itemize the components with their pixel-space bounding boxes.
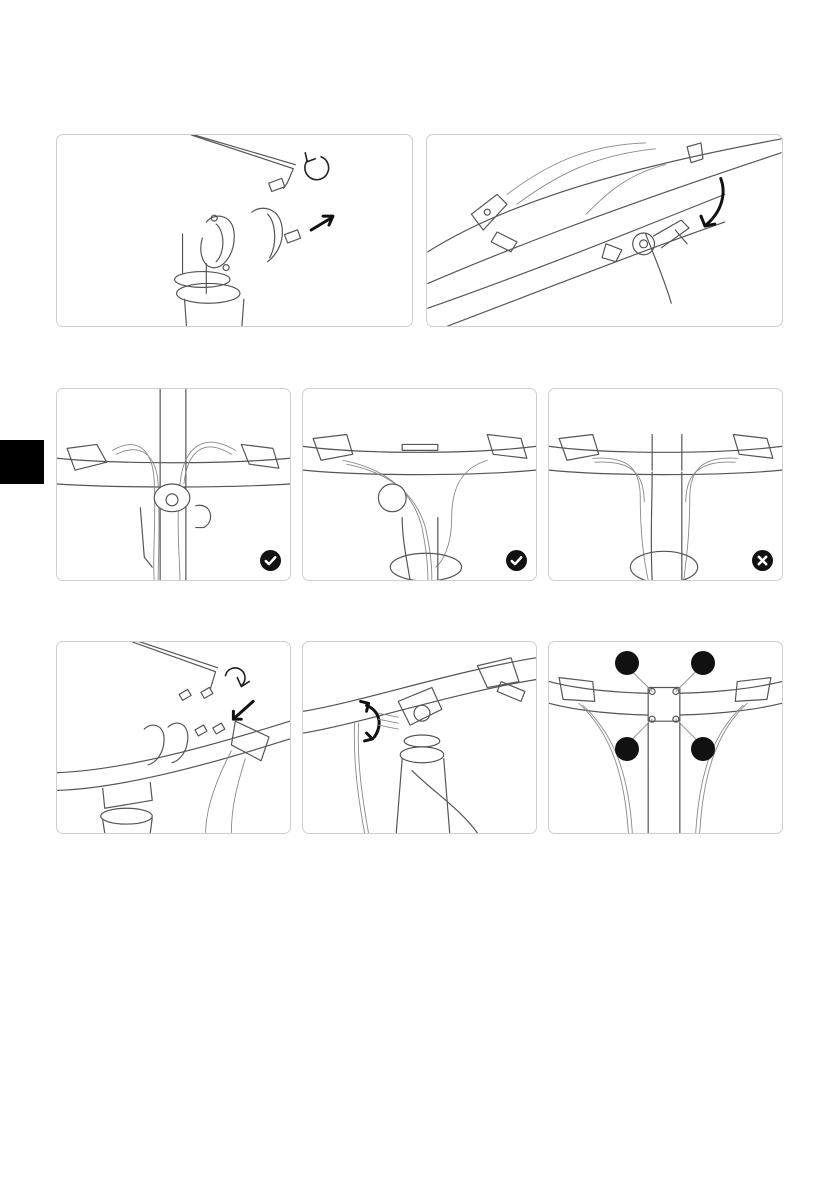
- step-marker-3: [615, 737, 639, 761]
- illustration-routing-correct-a: [56, 388, 291, 581]
- step-marker-4: [691, 737, 715, 761]
- illustration-routing-incorrect: [548, 388, 783, 581]
- section-tab: [0, 440, 44, 484]
- illustration-attach-part: [426, 134, 783, 327]
- cross-circle-icon: [752, 550, 773, 571]
- check-circle-icon: [506, 550, 527, 571]
- illustration-install-faceplate: [56, 641, 291, 834]
- step-marker-2: [691, 651, 715, 675]
- illustration-routing-correct-b: [302, 388, 537, 581]
- illustration-remove-faceplate: [56, 134, 413, 327]
- check-circle-icon: [260, 550, 281, 571]
- illustration-rotate-handlebar: [302, 641, 537, 834]
- illustration-bolt-sequence: [548, 641, 783, 834]
- step-marker-1: [615, 651, 639, 675]
